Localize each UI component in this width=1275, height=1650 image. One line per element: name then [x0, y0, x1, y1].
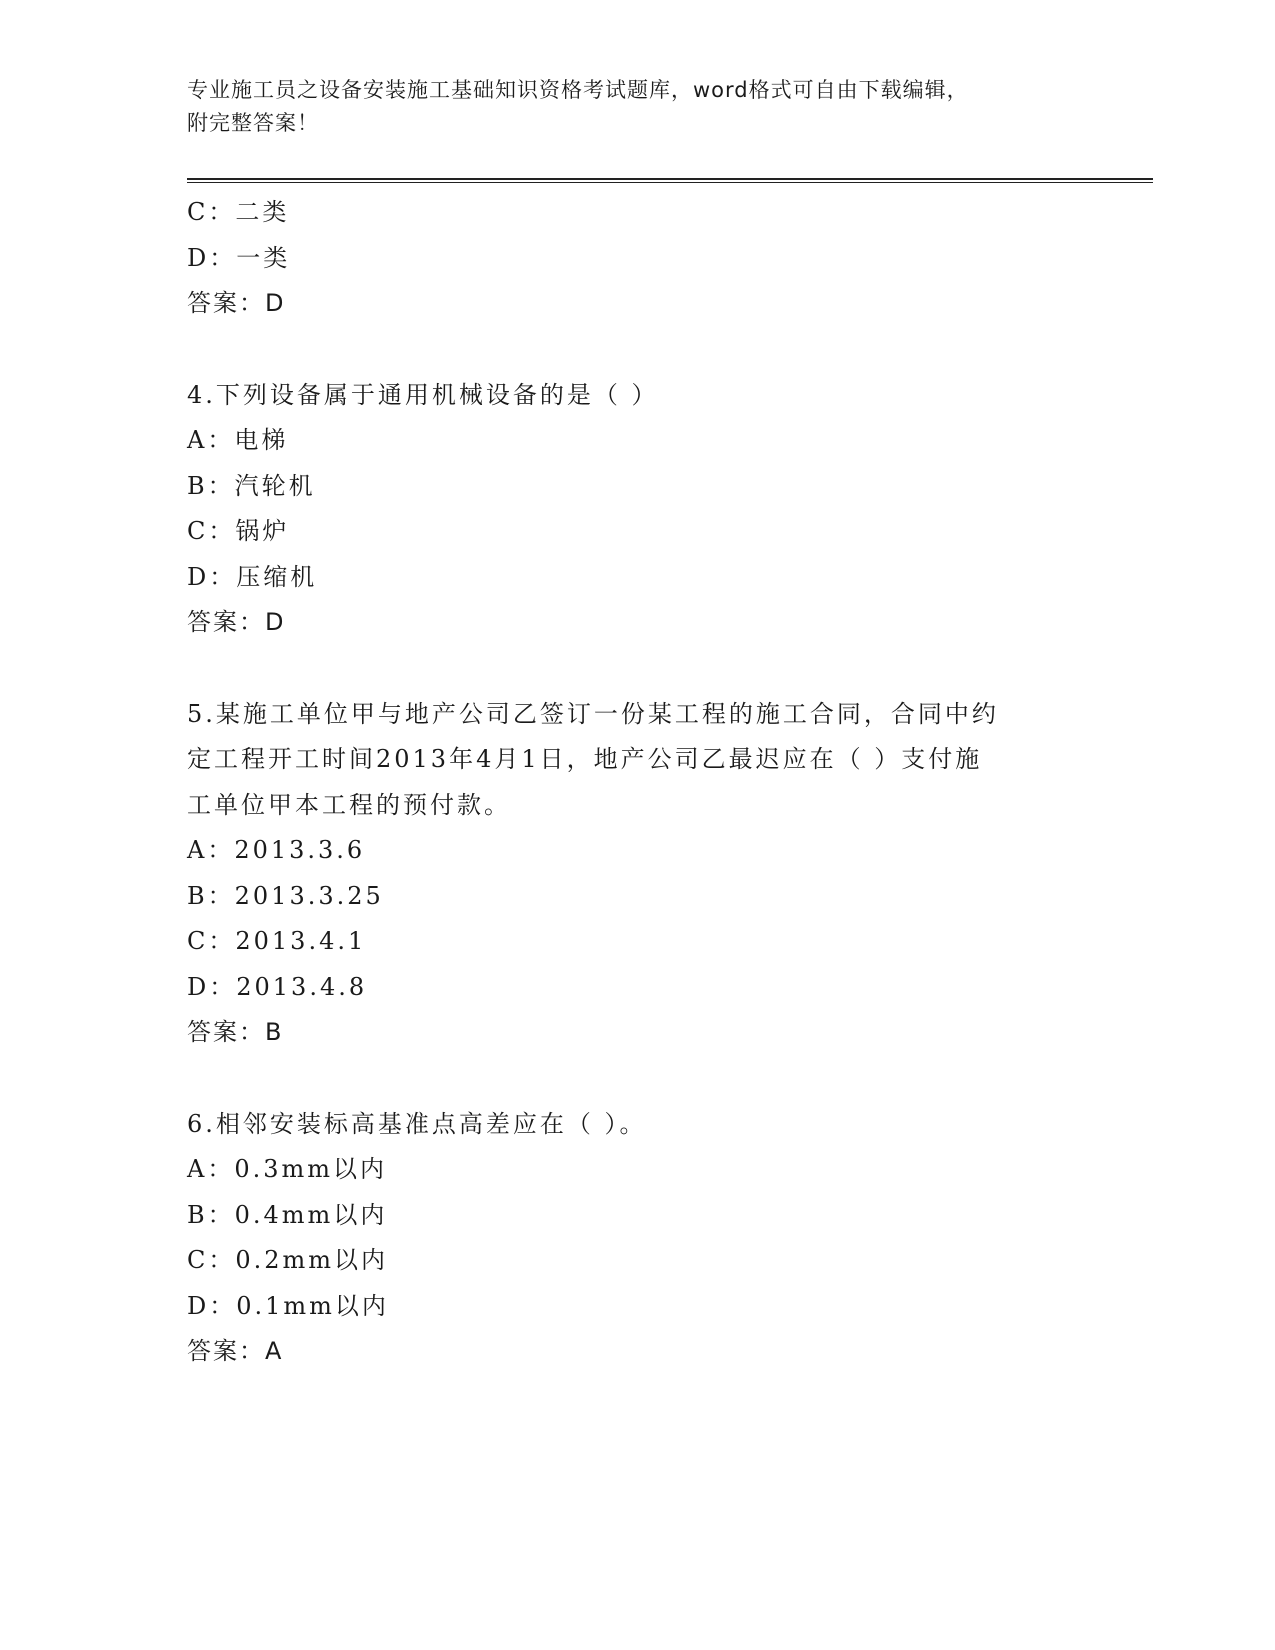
answer-line: 答案：D — [187, 608, 286, 636]
option-b: B：0.4mm以内 — [187, 1200, 388, 1229]
option-b: B：2013.3.25 — [187, 881, 384, 910]
option-d: D：0.1mm以内 — [187, 1291, 389, 1320]
page-header — [187, 74, 1087, 140]
question-stem: 4.下列设备属于通用机械设备的是（ ） — [187, 380, 659, 409]
answer-line: 答案：D — [187, 289, 286, 317]
answer-line: 答案：A — [187, 1337, 284, 1365]
option-b: B：汽轮机 — [187, 471, 316, 500]
question-stem-line-2: 定工程开工时间2013年4月1日，地产公司乙最迟应在（ ）支付施 — [187, 745, 983, 773]
spacer — [187, 1056, 1067, 1102]
option-c: C：二类 — [187, 198, 290, 226]
option-d: D：2013.4.8 — [187, 972, 368, 1001]
header-line-1: 专业施工员之设备安装施工基础知识资格考试题库，word格式可自由下载编辑， — [187, 78, 969, 102]
spacer — [187, 646, 1067, 692]
question-4 — [187, 373, 1067, 646]
question-stem: 6.相邻安装标高基准点高差应在（ ）。 — [187, 1109, 647, 1138]
question-3-tail — [187, 190, 1067, 327]
option-c: C：锅炉 — [187, 517, 290, 545]
header-divider — [187, 178, 1153, 183]
spacer — [187, 327, 1067, 373]
option-d: D：一类 — [187, 243, 291, 272]
option-c: C：0.2mm以内 — [187, 1246, 389, 1274]
question-list — [187, 190, 1067, 1375]
answer-line: 答案：B — [187, 1018, 284, 1046]
option-d: D：压缩机 — [187, 562, 318, 591]
question-5 — [187, 692, 1067, 1056]
option-c: C：2013.4.1 — [187, 927, 367, 955]
option-a: A：2013.3.6 — [187, 836, 366, 864]
option-a: A：0.3mm以内 — [187, 1155, 388, 1183]
question-6 — [187, 1102, 1067, 1375]
question-stem-line-1: 5.某施工单位甲与地产公司乙签订一份某工程的施工合同，合同中约 — [187, 699, 999, 728]
option-a: A：电梯 — [187, 426, 289, 454]
header-line-2: 附完整答案！ — [187, 111, 319, 135]
question-stem-line-3: 工单位甲本工程的预付款。 — [187, 790, 511, 819]
